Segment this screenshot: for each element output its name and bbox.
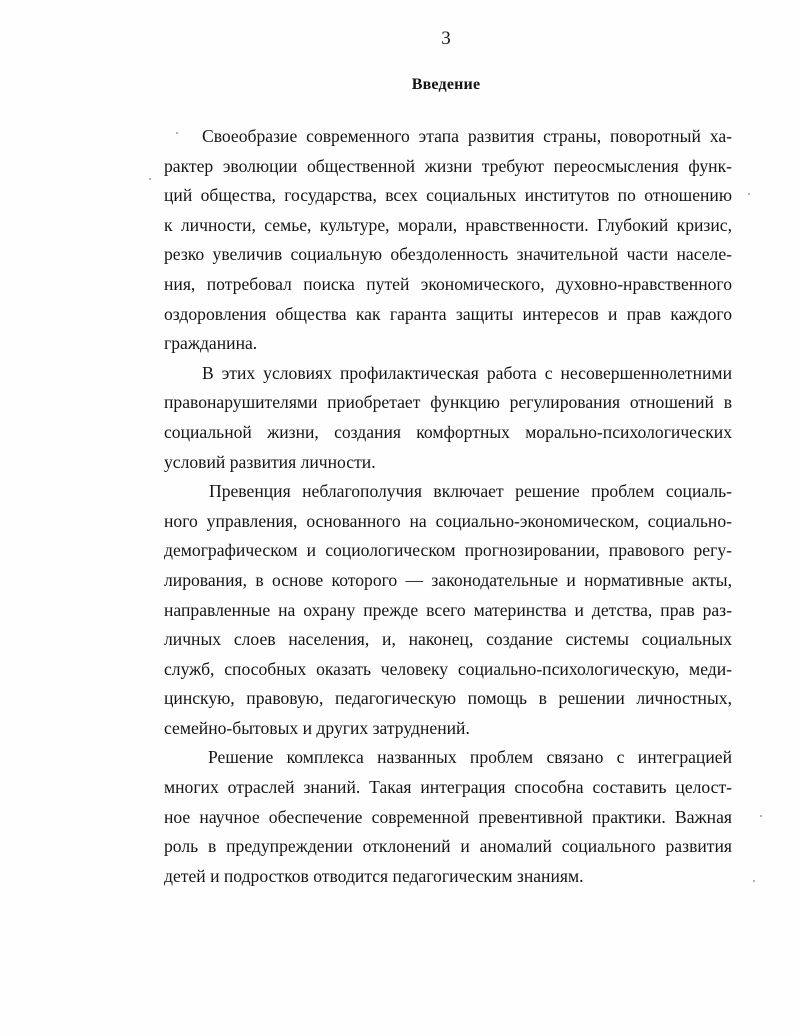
paragraph-line: лирования, в основе которого — законодательные и нормативные акты, xyxy=(164,569,732,590)
paragraph-line: семейно-бытовых и других затруднений. xyxy=(164,717,470,738)
scan-speck xyxy=(149,178,151,180)
page-number: 3 xyxy=(441,28,451,49)
paragraph-1 xyxy=(164,122,732,359)
section-heading: Введение xyxy=(411,76,481,93)
scan-speck xyxy=(760,815,762,817)
paragraph-line: резко увеличив социальную обездоленность значительной части населе- xyxy=(164,244,732,265)
paragraph-3 xyxy=(164,477,732,743)
paragraph-line: личных слоев населения, и, наконец, создание системы социальных xyxy=(164,629,732,650)
paragraph-line: условий развития личности. xyxy=(164,451,376,472)
paragraph-line: ния, потребовал поиска путей экономического, духовно-нравственного xyxy=(164,273,732,294)
scan-speck xyxy=(176,132,178,134)
paragraph-line: оздоровления общества как гаранта защиты интересов и прав каждого xyxy=(164,303,732,324)
paragraph-line: роль в предупреждении отклонений и аномалий социального развития xyxy=(164,836,732,857)
paragraph-line: Своеобразие современного этапа развития страны, поворотный ха- xyxy=(202,126,732,146)
paragraph-line: детей и подростков отводится педагогическим знаниям. xyxy=(164,865,584,886)
paragraph-line: рактер эволюции общественной жизни требуют переосмысления функ- xyxy=(164,155,732,176)
paragraph-2 xyxy=(164,359,732,477)
scan-speck xyxy=(753,880,755,882)
paragraph-line: служб, способных оказать человеку социально-психологическую, меди- xyxy=(164,658,732,679)
paragraph-line: ного управления, основанного на социально-экономическом, социально- xyxy=(164,510,732,531)
scan-speck xyxy=(748,193,750,195)
paragraph-line: к личности, семье, культуре, морали, нравственности. Глубокий кризис, xyxy=(164,214,732,235)
paragraph-line: демографическом и социологическом прогнозировании, правового регу- xyxy=(164,540,732,561)
paragraph-line: ций общества, государства, всех социальных институтов по отношению xyxy=(164,185,732,206)
body-text xyxy=(164,122,732,891)
paragraph-line: Превенция неблагополучия включает решение проблем социаль- xyxy=(209,481,732,502)
paragraph-line: Решение комплекса названных проблем связано с интеграцией xyxy=(208,747,732,768)
paragraph-line: гражданина. xyxy=(164,333,258,354)
paragraph-line: В этих условиях профилактическая работа с несовершеннолетними xyxy=(202,362,732,383)
paragraph-line: многих отраслей знаний. Такая интеграция способна составить целост- xyxy=(164,777,732,798)
paragraph-4 xyxy=(164,743,732,891)
paragraph-line: социальной жизни, создания комфортных морально-психологических xyxy=(164,421,732,442)
paragraph-line: ное научное обеспечение современной превентивной практики. Важная xyxy=(164,806,732,827)
paragraph-line: цинскую, правовую, педагогическую помощь в решении личностных, xyxy=(164,688,732,709)
paragraph-line: правонарушителями приобретает функцию регулирования отношений в xyxy=(164,392,732,413)
paragraph-line: направленные на охрану прежде всего материнства и детства, прав раз- xyxy=(164,599,732,620)
